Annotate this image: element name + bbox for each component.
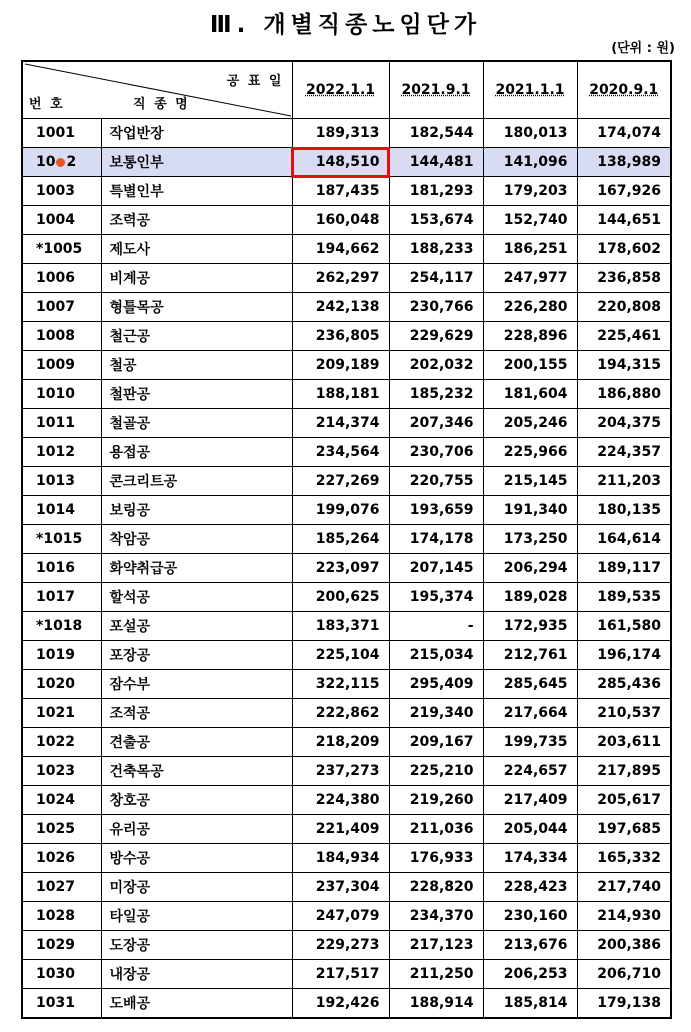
year-header-2021-1: 2021.1.1 bbox=[483, 61, 577, 119]
wage-value-cell[interactable]: 160,048 bbox=[292, 206, 389, 235]
cursor-marker-icon bbox=[56, 158, 65, 167]
wage-value-cell[interactable]: 224,380 bbox=[292, 786, 389, 815]
wage-value-cell[interactable]: 152,740 bbox=[483, 206, 577, 235]
wage-value-cell[interactable]: 207,145 bbox=[389, 554, 483, 583]
job-number-cell[interactable]: 1022 bbox=[22, 728, 101, 757]
job-number-cell[interactable]: *1005 bbox=[22, 235, 101, 264]
wage-value-cell[interactable]: 214,374 bbox=[292, 409, 389, 438]
job-name-cell[interactable]: 비계공 bbox=[101, 264, 292, 293]
wage-value-cell[interactable]: 180,013 bbox=[483, 119, 577, 148]
wage-value-cell[interactable]: 285,436 bbox=[577, 670, 671, 699]
year-header-2021-9: 2021.9.1 bbox=[389, 61, 483, 119]
job-number-cell[interactable]: 1020 bbox=[22, 670, 101, 699]
wage-value-cell[interactable]: 181,293 bbox=[389, 177, 483, 206]
job-number-cell[interactable]: 1031 bbox=[22, 989, 101, 1019]
wage-value-cell[interactable]: 236,858 bbox=[577, 264, 671, 293]
year-header-2020-9: 2020.9.1 bbox=[577, 61, 671, 119]
wage-value-cell[interactable]: 189,313 bbox=[292, 119, 389, 148]
wage-value-cell[interactable]: 213,676 bbox=[483, 931, 577, 960]
wage-value-cell[interactable]: 197,685 bbox=[577, 815, 671, 844]
wage-value-cell[interactable]: 206,253 bbox=[483, 960, 577, 989]
wage-value-cell[interactable]: 228,820 bbox=[389, 873, 483, 902]
wage-value-cell[interactable]: 229,273 bbox=[292, 931, 389, 960]
wage-value-cell[interactable]: 214,930 bbox=[577, 902, 671, 931]
job-name-cell[interactable]: 보통인부 bbox=[101, 148, 292, 177]
number-header: 번 호 bbox=[29, 97, 65, 112]
wage-value-cell[interactable]: 211,250 bbox=[389, 960, 483, 989]
table-row[interactable] bbox=[22, 844, 671, 873]
job-number-cell[interactable]: 1027 bbox=[22, 873, 101, 902]
table-row[interactable] bbox=[22, 119, 671, 148]
wage-value-cell[interactable]: 205,617 bbox=[577, 786, 671, 815]
job-name-cell[interactable]: 보링공 bbox=[101, 496, 292, 525]
job-name-cell[interactable]: 화약취급공 bbox=[101, 554, 292, 583]
wage-value-cell[interactable]: 164,614 bbox=[577, 525, 671, 554]
wage-value-cell[interactable]: 186,251 bbox=[483, 235, 577, 264]
table-row[interactable] bbox=[22, 728, 671, 757]
wage-value-cell[interactable]: 187,435 bbox=[292, 177, 389, 206]
table-row[interactable] bbox=[22, 757, 671, 786]
job-number-cell[interactable]: 1017 bbox=[22, 583, 101, 612]
wage-value-cell[interactable]: 185,232 bbox=[389, 380, 483, 409]
wage-value-cell[interactable]: 220,755 bbox=[389, 467, 483, 496]
table-row[interactable] bbox=[22, 612, 671, 641]
table-row[interactable] bbox=[22, 351, 671, 380]
wage-value-cell[interactable]: 229,629 bbox=[389, 322, 483, 351]
wage-value-cell[interactable]: 225,104 bbox=[292, 641, 389, 670]
wage-value-cell[interactable]: 178,602 bbox=[577, 235, 671, 264]
job-name-cell[interactable]: 방수공 bbox=[101, 844, 292, 873]
wage-value-cell[interactable]: 144,651 bbox=[577, 206, 671, 235]
job-number-cell[interactable]: 1028 bbox=[22, 902, 101, 931]
wage-value-cell[interactable]: 189,535 bbox=[577, 583, 671, 612]
job-name-cell[interactable]: 잠수부 bbox=[101, 670, 292, 699]
job-number-cell[interactable]: 1012 bbox=[22, 438, 101, 467]
wage-value-cell[interactable]: 173,250 bbox=[483, 525, 577, 554]
wage-value-cell[interactable]: 225,966 bbox=[483, 438, 577, 467]
job-number-cell[interactable]: 1007 bbox=[22, 293, 101, 322]
wage-value-cell[interactable]: 194,315 bbox=[577, 351, 671, 380]
table-row[interactable] bbox=[22, 931, 671, 960]
wage-value-cell[interactable]: 322,115 bbox=[292, 670, 389, 699]
job-number-cell[interactable]: 1013 bbox=[22, 467, 101, 496]
header-diagonal-cell bbox=[22, 61, 292, 119]
job-number-cell[interactable]: 1023 bbox=[22, 757, 101, 786]
wage-value-cell[interactable]: 217,517 bbox=[292, 960, 389, 989]
wage-value-cell[interactable]: 153,674 bbox=[389, 206, 483, 235]
wage-value-cell[interactable]: 209,167 bbox=[389, 728, 483, 757]
job-number-cell[interactable]: 1016 bbox=[22, 554, 101, 583]
wage-value-cell[interactable]: 179,203 bbox=[483, 177, 577, 206]
wage-value-cell[interactable]: 211,036 bbox=[389, 815, 483, 844]
wage-value-cell[interactable]: 161,580 bbox=[577, 612, 671, 641]
wage-value-cell[interactable]: 203,611 bbox=[577, 728, 671, 757]
job-name-cell[interactable]: 특별인부 bbox=[101, 177, 292, 206]
job-name-cell[interactable]: 도배공 bbox=[101, 989, 292, 1019]
job-number-cell[interactable]: 1003 bbox=[22, 177, 101, 206]
wage-value-cell[interactable]: 285,645 bbox=[483, 670, 577, 699]
table-row[interactable] bbox=[22, 293, 671, 322]
wage-value-cell[interactable]: 199,076 bbox=[292, 496, 389, 525]
table-row[interactable] bbox=[22, 525, 671, 554]
wage-value-cell[interactable]: 206,294 bbox=[483, 554, 577, 583]
wage-value-cell[interactable]: - bbox=[389, 612, 483, 641]
wage-value-cell[interactable]: 186,880 bbox=[577, 380, 671, 409]
wage-value-cell[interactable]: 195,374 bbox=[389, 583, 483, 612]
table-row[interactable] bbox=[22, 554, 671, 583]
wage-value-cell[interactable]: 295,409 bbox=[389, 670, 483, 699]
wage-value-cell[interactable]: 217,409 bbox=[483, 786, 577, 815]
wage-value-cell[interactable]: 144,481 bbox=[389, 148, 483, 177]
wage-value-cell[interactable]: 230,160 bbox=[483, 902, 577, 931]
wage-value-cell[interactable]: 242,138 bbox=[292, 293, 389, 322]
wage-value-cell[interactable]: 215,145 bbox=[483, 467, 577, 496]
wage-value-cell[interactable]: 172,935 bbox=[483, 612, 577, 641]
wage-value-cell[interactable]: 234,370 bbox=[389, 902, 483, 931]
wage-value-cell[interactable]: 179,138 bbox=[577, 989, 671, 1019]
wage-value-cell[interactable]: 219,260 bbox=[389, 786, 483, 815]
job-number-cell[interactable]: 1025 bbox=[22, 815, 101, 844]
wage-value-cell[interactable]: 234,564 bbox=[292, 438, 389, 467]
wage-value-cell[interactable]: 183,371 bbox=[292, 612, 389, 641]
job-name-cell[interactable]: 타일공 bbox=[101, 902, 292, 931]
job-name-cell[interactable]: 건축목공 bbox=[101, 757, 292, 786]
table-row[interactable] bbox=[22, 409, 671, 438]
wage-value-cell[interactable]: 226,280 bbox=[483, 293, 577, 322]
job-name-cell[interactable]: 용접공 bbox=[101, 438, 292, 467]
wage-value-cell[interactable]: 205,044 bbox=[483, 815, 577, 844]
job-name-cell[interactable]: 철판공 bbox=[101, 380, 292, 409]
job-number-cell[interactable] bbox=[22, 148, 101, 177]
job-name-cell[interactable]: 콘크리트공 bbox=[101, 467, 292, 496]
table-row[interactable] bbox=[22, 641, 671, 670]
job-number-cell[interactable]: *1015 bbox=[22, 525, 101, 554]
wage-value-cell[interactable]: 209,189 bbox=[292, 351, 389, 380]
job-name-cell[interactable]: 철골공 bbox=[101, 409, 292, 438]
table-row[interactable] bbox=[22, 177, 671, 206]
wage-value-cell[interactable]: 254,117 bbox=[389, 264, 483, 293]
job-number-cell[interactable]: *1018 bbox=[22, 612, 101, 641]
wage-value-cell[interactable]: 217,123 bbox=[389, 931, 483, 960]
table-row[interactable] bbox=[22, 670, 671, 699]
table-row[interactable] bbox=[22, 699, 671, 728]
job-number-cell[interactable]: 1019 bbox=[22, 641, 101, 670]
wage-value-cell[interactable]: 189,028 bbox=[483, 583, 577, 612]
wage-value-cell[interactable]: 228,423 bbox=[483, 873, 577, 902]
job-number-cell[interactable]: 1026 bbox=[22, 844, 101, 873]
job-name-cell[interactable]: 포설공 bbox=[101, 612, 292, 641]
wage-value-cell[interactable]: 219,340 bbox=[389, 699, 483, 728]
wage-value-cell[interactable]: 217,740 bbox=[577, 873, 671, 902]
wage-value-cell[interactable]: 218,209 bbox=[292, 728, 389, 757]
job-name-cell[interactable]: 유리공 bbox=[101, 815, 292, 844]
job-name-cell[interactable]: 제도사 bbox=[101, 235, 292, 264]
wage-value-cell[interactable]: 220,808 bbox=[577, 293, 671, 322]
job-number-cell[interactable]: 1006 bbox=[22, 264, 101, 293]
wage-value-cell[interactable]: 262,297 bbox=[292, 264, 389, 293]
wage-value-cell[interactable]: 200,625 bbox=[292, 583, 389, 612]
wage-value-cell[interactable]: 182,544 bbox=[389, 119, 483, 148]
job-number-part: 10 bbox=[36, 154, 56, 170]
job-name-cell[interactable]: 조적공 bbox=[101, 699, 292, 728]
wage-value-cell[interactable]: 191,340 bbox=[483, 496, 577, 525]
wage-value-cell[interactable]: 165,332 bbox=[577, 844, 671, 873]
job-number-cell[interactable]: 1004 bbox=[22, 206, 101, 235]
wage-value-cell[interactable]: 148,510 bbox=[292, 148, 389, 177]
table-row[interactable] bbox=[22, 989, 671, 1019]
wage-value-cell[interactable]: 193,659 bbox=[389, 496, 483, 525]
wage-value-cell[interactable]: 224,657 bbox=[483, 757, 577, 786]
job-name-cell[interactable]: 포장공 bbox=[101, 641, 292, 670]
wage-value-cell[interactable]: 180,135 bbox=[577, 496, 671, 525]
job-name-cell[interactable]: 조력공 bbox=[101, 206, 292, 235]
wage-value-cell[interactable]: 223,097 bbox=[292, 554, 389, 583]
wage-value-cell[interactable]: 215,034 bbox=[389, 641, 483, 670]
wage-value-cell[interactable]: 188,233 bbox=[389, 235, 483, 264]
wage-value-cell[interactable]: 181,604 bbox=[483, 380, 577, 409]
job-number-cell[interactable]: 1024 bbox=[22, 786, 101, 815]
job-name-cell[interactable]: 내장공 bbox=[101, 960, 292, 989]
table-row[interactable] bbox=[22, 148, 671, 177]
table-row[interactable] bbox=[22, 496, 671, 525]
job-name-cell[interactable]: 할석공 bbox=[101, 583, 292, 612]
table-row[interactable] bbox=[22, 264, 671, 293]
table-row[interactable] bbox=[22, 902, 671, 931]
wage-value-cell[interactable]: 205,246 bbox=[483, 409, 577, 438]
job-name-cell[interactable]: 착암공 bbox=[101, 525, 292, 554]
job-number-cell[interactable]: 1001 bbox=[22, 119, 101, 148]
wage-value-cell[interactable]: 199,735 bbox=[483, 728, 577, 757]
wage-value-cell[interactable]: 221,409 bbox=[292, 815, 389, 844]
wage-value-cell[interactable]: 200,386 bbox=[577, 931, 671, 960]
job-name-cell[interactable]: 견출공 bbox=[101, 728, 292, 757]
job-name-cell[interactable]: 철근공 bbox=[101, 322, 292, 351]
table-row[interactable] bbox=[22, 786, 671, 815]
job-number-cell[interactable]: 1030 bbox=[22, 960, 101, 989]
wage-value-cell[interactable]: 185,814 bbox=[483, 989, 577, 1019]
wage-value-cell[interactable]: 210,537 bbox=[577, 699, 671, 728]
wage-value-cell[interactable]: 200,155 bbox=[483, 351, 577, 380]
wage-value-cell[interactable]: 184,934 bbox=[292, 844, 389, 873]
job-number-cell[interactable]: 1010 bbox=[22, 380, 101, 409]
wage-value-cell[interactable]: 225,210 bbox=[389, 757, 483, 786]
job-number-cell[interactable]: 1009 bbox=[22, 351, 101, 380]
wage-value-cell[interactable]: 138,989 bbox=[577, 148, 671, 177]
wage-value-cell[interactable]: 236,805 bbox=[292, 322, 389, 351]
wage-value-cell[interactable]: 204,375 bbox=[577, 409, 671, 438]
wage-value-cell[interactable]: 174,334 bbox=[483, 844, 577, 873]
table-row[interactable] bbox=[22, 815, 671, 844]
table-row[interactable] bbox=[22, 206, 671, 235]
wage-value-cell[interactable]: 227,269 bbox=[292, 467, 389, 496]
wage-value-cell[interactable]: 211,203 bbox=[577, 467, 671, 496]
wage-value-cell[interactable]: 217,664 bbox=[483, 699, 577, 728]
wage-value-cell[interactable]: 247,977 bbox=[483, 264, 577, 293]
year-header-2022-1: 2022.1.1 bbox=[292, 61, 389, 119]
job-number-part: 2 bbox=[66, 154, 77, 170]
wage-value-cell[interactable]: 222,862 bbox=[292, 699, 389, 728]
job-number-cell[interactable]: 1011 bbox=[22, 409, 101, 438]
job-name-cell[interactable]: 창호공 bbox=[101, 786, 292, 815]
job-name-cell[interactable]: 형틀목공 bbox=[101, 293, 292, 322]
job-name-cell[interactable]: 철공 bbox=[101, 351, 292, 380]
wage-value-cell[interactable]: 224,357 bbox=[577, 438, 671, 467]
job-number-cell[interactable]: 1014 bbox=[22, 496, 101, 525]
page-title: Ⅲ. 개별직종노임단가 bbox=[209, 12, 482, 38]
job-name-cell[interactable]: 작업반장 bbox=[101, 119, 292, 148]
wage-value-cell[interactable]: 176,933 bbox=[389, 844, 483, 873]
job-number-cell[interactable]: 1029 bbox=[22, 931, 101, 960]
wage-value-cell[interactable]: 217,895 bbox=[577, 757, 671, 786]
table-row[interactable] bbox=[22, 467, 671, 496]
table-row[interactable] bbox=[22, 438, 671, 467]
unit-label: (단위 : 원) bbox=[611, 41, 675, 56]
table-row[interactable] bbox=[22, 960, 671, 989]
wage-value-cell[interactable]: 230,706 bbox=[389, 438, 483, 467]
wage-value-cell[interactable]: 174,074 bbox=[577, 119, 671, 148]
wage-value-cell[interactable]: 202,032 bbox=[389, 351, 483, 380]
wage-value-cell[interactable]: 188,914 bbox=[389, 989, 483, 1019]
job-name-cell[interactable]: 도장공 bbox=[101, 931, 292, 960]
wage-value-cell[interactable]: 167,926 bbox=[577, 177, 671, 206]
wage-value-cell[interactable]: 196,174 bbox=[577, 641, 671, 670]
wage-value-cell[interactable]: 185,264 bbox=[292, 525, 389, 554]
table-row[interactable] bbox=[22, 322, 671, 351]
job-name-cell[interactable]: 미장공 bbox=[101, 873, 292, 902]
wage-value-cell[interactable]: 188,181 bbox=[292, 380, 389, 409]
wage-value-cell[interactable]: 237,304 bbox=[292, 873, 389, 902]
wage-value-cell[interactable]: 228,896 bbox=[483, 322, 577, 351]
wage-value-cell[interactable]: 192,426 bbox=[292, 989, 389, 1019]
wage-value-cell[interactable]: 225,461 bbox=[577, 322, 671, 351]
job-name-header: 직 종 명 bbox=[133, 97, 190, 112]
table-row[interactable] bbox=[22, 235, 671, 264]
wage-value-cell[interactable]: 141,096 bbox=[483, 148, 577, 177]
wage-value-cell[interactable]: 206,710 bbox=[577, 960, 671, 989]
header-row bbox=[22, 61, 671, 119]
job-number-cell[interactable]: 1008 bbox=[22, 322, 101, 351]
wage-value-cell[interactable]: 247,079 bbox=[292, 902, 389, 931]
announce-date-label: 공 표 일 bbox=[226, 74, 284, 89]
job-number-cell[interactable]: 1021 bbox=[22, 699, 101, 728]
table-row[interactable] bbox=[22, 873, 671, 902]
wage-value-cell[interactable]: 174,178 bbox=[389, 525, 483, 554]
wage-value-cell[interactable]: 237,273 bbox=[292, 757, 389, 786]
table-row[interactable] bbox=[22, 380, 671, 409]
wage-value-cell[interactable]: 207,346 bbox=[389, 409, 483, 438]
wage-value-cell[interactable]: 230,766 bbox=[389, 293, 483, 322]
table-row[interactable] bbox=[22, 583, 671, 612]
wage-value-cell[interactable]: 212,761 bbox=[483, 641, 577, 670]
wage-value-cell[interactable]: 194,662 bbox=[292, 235, 389, 264]
wage-table bbox=[21, 60, 672, 1019]
wage-value-cell[interactable]: 189,117 bbox=[577, 554, 671, 583]
